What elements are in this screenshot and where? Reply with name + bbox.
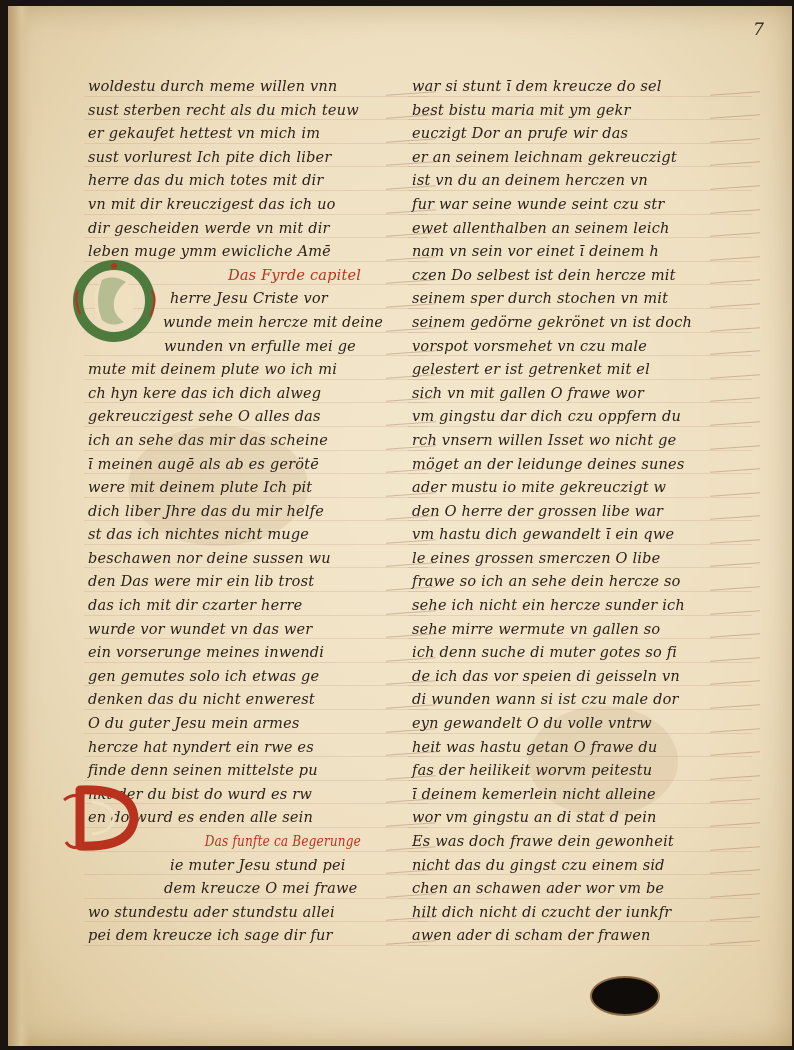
text-line (88, 902, 388, 926)
line-text: en do wurd es enden alle sein (88, 810, 313, 827)
line-text: hercze hat nyndert ein rwe es (88, 739, 314, 756)
text-line (412, 619, 712, 643)
ruling-line (408, 709, 752, 710)
ruling-line (408, 143, 752, 144)
line-text: gen gemutes solo ich etwas ge (88, 668, 320, 685)
ruling-line (408, 756, 752, 757)
line-text: sehe mirre wermute vn gallen so (412, 621, 661, 638)
text-line (88, 170, 388, 194)
line-text: ist vn du an deinem herczen vn (412, 173, 648, 190)
line-text: denken das du nicht enwerest (88, 692, 315, 709)
text-line (412, 336, 712, 360)
text-line (88, 760, 388, 784)
text-line (88, 383, 388, 407)
text-line (412, 595, 712, 619)
ruling-line (408, 945, 752, 946)
line-text: rch vnsern willen Isset wo nicht ge (412, 432, 677, 449)
ruling-line (84, 709, 428, 710)
line-text: euczigt Dor an prufe wir das (412, 126, 629, 143)
line-text: ewet allenthalben an seinem leich (412, 220, 670, 237)
text-line (88, 454, 388, 478)
text-line (412, 218, 712, 242)
line-text: were mit deinem plute Ich pit (88, 480, 313, 497)
text-line (88, 878, 388, 902)
line-text: sehe ich nicht ein hercze sunder ich (412, 598, 685, 615)
manuscript-page (8, 6, 792, 1046)
text-line (88, 194, 388, 218)
text-line (412, 902, 712, 926)
ruling-line (408, 520, 752, 521)
ruling-line (408, 166, 752, 167)
ruling-line (408, 96, 752, 97)
ruling-line (84, 379, 428, 380)
line-text: ich denn suche di muter gotes so fi (412, 645, 678, 662)
text-line (88, 100, 388, 124)
text-line (412, 288, 712, 312)
ruling-line (84, 780, 428, 781)
line-text: dir gescheiden werde vn mit dir (88, 220, 330, 237)
line-text: best bistu maria mit ym gekr (412, 102, 631, 119)
text-line (88, 855, 388, 879)
text-line (88, 477, 388, 501)
line-text: sich vn mit gallen O frawe wor (412, 385, 644, 402)
ruling-line (84, 921, 428, 922)
text-line (412, 737, 712, 761)
text-line (412, 878, 712, 902)
ruling-line (408, 662, 752, 663)
text-line (88, 123, 388, 147)
ruling-line (84, 237, 428, 238)
line-text: sust sterben recht als du mich teuw (88, 102, 359, 119)
line-text: eyn gewandelt O du volle vntrw (412, 716, 652, 733)
line-text: wo stundestu ader stundstu allei (88, 904, 335, 921)
text-line (412, 807, 712, 831)
line-text: dich liber Jhre das du mir helfe (88, 503, 324, 520)
ruling-line (408, 402, 752, 403)
line-text: mute mit deinem plute wo ich mi (88, 362, 338, 379)
text-line (412, 925, 712, 949)
ruling-line (84, 214, 428, 215)
line-text: ch hyn kere das ich dich alweg (88, 385, 322, 402)
line-text: le eines grossen smerczen O libe (412, 550, 661, 567)
line-text: ī meinen augē als ab es gerötē (88, 456, 319, 473)
line-text: wurde vor wundet vn das wer (88, 621, 313, 638)
line-text: frawe so ich an sehe dein hercze so (412, 574, 681, 591)
ruling-line (408, 473, 752, 474)
ruling-line (84, 119, 428, 120)
text-line (88, 595, 388, 619)
text-line (412, 501, 712, 525)
ruling-line (84, 143, 428, 144)
parchment-hole (592, 978, 658, 1014)
red-initial-d (62, 782, 152, 854)
ruling-line (408, 379, 752, 380)
line-text: leben muge ymm ewicliche Amē (88, 244, 331, 261)
line-text: herre Jesu Criste vor (170, 291, 328, 308)
line-text: fas der heilikeit worvm peitestu (412, 763, 653, 780)
ruling-line (84, 473, 428, 474)
text-line (412, 194, 712, 218)
text-line (412, 265, 712, 289)
ruling-line (408, 615, 752, 616)
line-text: nam vn sein vor einet ī deinem h (412, 244, 659, 261)
ruling-line (408, 261, 752, 262)
ruling-line (408, 332, 752, 333)
text-line (412, 147, 712, 171)
line-text: vn mit dir kreuczigest das ich uo (88, 196, 336, 213)
line-text: gelestert er ist getrenket mit el (412, 362, 650, 379)
text-line (412, 123, 712, 147)
text-line (88, 737, 388, 761)
line-text: ī deinem kemerlein nicht alleine (412, 786, 656, 803)
ruling-line (408, 780, 752, 781)
ruling-line (84, 355, 428, 356)
ruling-line (408, 803, 752, 804)
ruling-line (84, 497, 428, 498)
line-text: ein vorserunge meines inwendi (88, 645, 325, 662)
ruling-line (84, 190, 428, 191)
line-text: st das ich nichtes nicht muge (88, 527, 310, 544)
ruling-line (84, 567, 428, 568)
ruling-line (408, 284, 752, 285)
green-initial-o (72, 260, 158, 342)
line-text: das ich mit dir czarter herre (88, 598, 303, 615)
line-text: nicht das du gingst czu einem sid (412, 857, 665, 874)
ruling-line (408, 591, 752, 592)
text-line (412, 548, 712, 572)
ruling-line (408, 921, 752, 922)
text-line (412, 713, 712, 737)
text-line (412, 383, 712, 407)
line-text: O du guter Jesu mein armes (88, 716, 300, 733)
ruling-line (84, 733, 428, 734)
line-text: den O herre der grossen libe war (412, 503, 664, 520)
text-line (412, 241, 712, 265)
ruling-line (84, 450, 428, 451)
ruling-line (408, 733, 752, 734)
text-line (412, 454, 712, 478)
line-text: Das Fyrde capitel (228, 267, 362, 284)
text-line (88, 619, 388, 643)
line-text: seinem sper durch stochen vn mit (412, 291, 669, 308)
ruling-line (408, 190, 752, 191)
text-line (412, 312, 712, 336)
text-line (412, 831, 712, 855)
text-line (412, 406, 712, 430)
line-text: pei dem kreucze ich sage dir fur (88, 928, 333, 945)
line-text: wor vm gingstu an di stat d pein (412, 810, 657, 827)
ruling-line (408, 544, 752, 545)
text-line (412, 359, 712, 383)
text-line (412, 689, 712, 713)
ruling-line (408, 426, 752, 427)
text-line (412, 571, 712, 595)
line-text: hilt dich nicht di czucht der iunkfr (412, 904, 672, 921)
line-text: ader mustu io mite gekreuczigt w (412, 480, 667, 497)
line-text: wunde mein hercze mit deine (163, 314, 384, 331)
text-line (88, 76, 388, 100)
text-line (412, 170, 712, 194)
line-text: finde denn seinen mittelste pu (88, 763, 318, 780)
line-text: heit was hastu getan O frawe du (412, 739, 658, 756)
line-text: nkt der du bist do wurd es rw (88, 786, 312, 803)
line-text: er an seinem leichnam gekreuczigt (412, 149, 677, 166)
line-text: dem kreucze O mei frawe (164, 881, 358, 898)
line-text: Es was doch frawe dein gewonheit (412, 834, 674, 850)
ruling-line (408, 237, 752, 238)
line-text: Das funfte ca Begerunge (204, 834, 361, 850)
text-line (412, 100, 712, 124)
ruling-line (84, 426, 428, 427)
line-text: de ich das vor speien di geisseln vn (412, 668, 680, 685)
line-text: vm hastu dich gewandelt ī ein qwe (412, 527, 675, 544)
text-line (88, 666, 388, 690)
ruling-line (84, 874, 428, 875)
ruling-line (408, 638, 752, 639)
line-text: herre das du mich totes mit dir (88, 173, 324, 190)
text-line (88, 524, 388, 548)
ruling-line (84, 685, 428, 686)
text-line (412, 666, 712, 690)
ruling-line (84, 638, 428, 639)
line-text: ie muter Jesu stund pei (170, 857, 346, 874)
ruling-line (84, 898, 428, 899)
ruling-line (84, 945, 428, 946)
ruling-line (84, 662, 428, 663)
line-text: czen Do selbest ist dein hercze mit (412, 267, 676, 284)
text-line (412, 784, 712, 808)
text-line (88, 359, 388, 383)
ruling-line (408, 450, 752, 451)
text-line (88, 147, 388, 171)
right-text-column (412, 76, 712, 949)
ruling-line (408, 898, 752, 899)
text-line (88, 689, 388, 713)
ruling-line (408, 119, 752, 120)
text-line (412, 477, 712, 501)
text-line (88, 713, 388, 737)
ruling-line (84, 520, 428, 521)
text-line (88, 571, 388, 595)
line-text: vm gingstu dar dich czu oppfern du (412, 409, 682, 426)
line-text: gekreuczigest sehe O alles das (88, 409, 321, 426)
text-line (88, 218, 388, 242)
ruling-line (408, 874, 752, 875)
line-text: wunden vn erfulle mei ge (164, 338, 356, 355)
line-text: seinem gedörne gekrönet vn ist doch (412, 314, 693, 331)
text-line (88, 430, 388, 454)
text-line (88, 548, 388, 572)
line-text: beschawen nor deine sussen wu (88, 550, 331, 567)
text-line (412, 524, 712, 548)
ruling-line (84, 96, 428, 97)
line-text: fur war seine wunde seint czu str (412, 196, 665, 213)
ruling-line (84, 402, 428, 403)
line-text: chen an schawen ader wor vm be (412, 881, 665, 898)
ruling-line (84, 166, 428, 167)
ruling-line (408, 685, 752, 686)
ruling-line (408, 355, 752, 356)
line-text: vorspot vorsmehet vn czu male (412, 338, 647, 355)
ruling-line (408, 308, 752, 309)
line-text: awen ader di scham der frawen (412, 928, 651, 945)
line-text: sust vorlurest Ich pite dich liber (88, 149, 332, 166)
text-line (412, 430, 712, 454)
text-line (412, 855, 712, 879)
line-text: war si stunt ī dem kreucze do sel (412, 79, 662, 95)
ruling-line (408, 497, 752, 498)
line-text: woldestu durch meme willen vnn (88, 79, 338, 95)
line-text: er gekaufet hettest vn mich im (88, 126, 321, 143)
text-line (88, 501, 388, 525)
line-text: den Das were mir ein lib trost (88, 574, 315, 591)
line-text: möget an der leidunge deines sunes (412, 456, 685, 473)
line-text: ich an sehe das mir das scheine (88, 432, 328, 449)
text-line (88, 925, 388, 949)
ruling-line (408, 567, 752, 568)
ruling-line (408, 851, 752, 852)
ruling-line (84, 615, 428, 616)
text-line (88, 642, 388, 666)
ruling-line (408, 214, 752, 215)
binding-gutter (8, 6, 30, 1046)
text-line (412, 642, 712, 666)
text-line (412, 760, 712, 784)
ruling-line (84, 591, 428, 592)
folio-number: 7 (753, 20, 764, 40)
ruling-line (84, 544, 428, 545)
ruling-line (84, 756, 428, 757)
text-line (88, 406, 388, 430)
text-line (412, 76, 712, 100)
ruling-line (408, 827, 752, 828)
line-text: di wunden wann si ist czu male dor (412, 692, 679, 709)
